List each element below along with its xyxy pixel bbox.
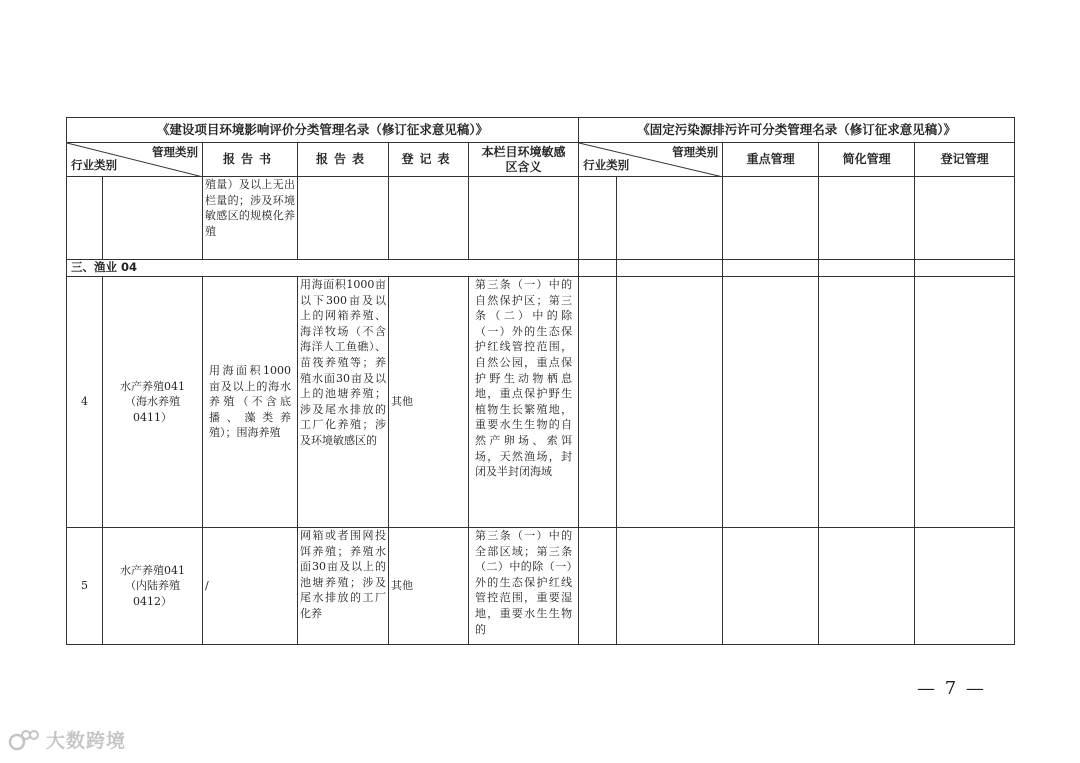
table-row [67, 277, 1015, 528]
sensitive-area-definition: 第三条（一）中的自然保护区；第三条（二）中的除（一）外的生态保护红线管控范围，自然公园，重点保护野生动物栖息地，重点保护野生植物生长繁殖地，重要水生生物的自然产卵场、索饵场，天然渔场，封闭及半封闭海域 [469, 277, 579, 528]
cell [819, 528, 915, 645]
cell [617, 260, 723, 277]
table-row [67, 528, 1015, 645]
cell [723, 177, 819, 260]
page-number: — 7 — [917, 678, 986, 699]
header-simplified-mgmt: 简化管理 [819, 143, 915, 177]
cell [617, 528, 723, 645]
section-fishery: 三、渔业 04 [67, 260, 579, 277]
report-form-criteria: 网箱或者围网投饵养殖；养殖水面30亩及以上的池塘养殖；涉及尾水排放的工厂化养 [298, 528, 389, 645]
cell [617, 277, 723, 528]
report-form-criteria: 用海面积1000亩以下300亩及以上的网箱养殖、海洋牧场（不含海洋人工鱼礁）、苗筏养殖等；养殖水面30亩及以上的池塘养殖；涉及尾水排放的工厂化养殖；涉及环境敏感区的 [298, 277, 389, 528]
cell [723, 260, 819, 277]
header-mgmt-category-right: 管理类别 [672, 145, 719, 159]
header-registration-mgmt: 登记管理 [915, 143, 1015, 177]
column-header-row [67, 143, 1015, 177]
watermark-text: 大数跨境 [46, 730, 127, 752]
cell [617, 177, 723, 260]
section-row [67, 260, 1015, 277]
cell [579, 277, 617, 528]
cell [67, 177, 103, 260]
classification-table [66, 117, 1015, 645]
header-industry-category-right: 行业类别 [583, 158, 630, 173]
cell [579, 177, 617, 260]
cell [915, 528, 1015, 645]
watermark [8, 726, 126, 753]
continuation-report-book: 殖量）及以上无出栏量的；涉及环境敏感区的规模化养殖 [203, 177, 298, 260]
cell [819, 177, 915, 260]
report-book-criteria: / [203, 528, 298, 645]
header-key-mgmt: 重点管理 [723, 143, 819, 177]
header-report-book: 报告书 [203, 143, 298, 177]
cell [819, 277, 915, 528]
cell [723, 528, 819, 645]
cell [819, 260, 915, 277]
diagonal-header-right [579, 143, 723, 177]
cell [579, 528, 617, 645]
watermark-logo-icon [8, 727, 42, 753]
cell [915, 177, 1015, 260]
cell [723, 277, 819, 528]
cell [469, 177, 579, 260]
header-report-form: 报告表 [298, 143, 389, 177]
title-row [67, 118, 1015, 143]
cell [103, 177, 203, 260]
header-mgmt-category: 管理类别 [152, 145, 198, 159]
header-registration-form: 登记表 [389, 143, 469, 177]
permit-list-title: 《固定污染源排污许可分类管理名录（修订征求意见稿）》 [579, 118, 1015, 143]
industry-name: 水产养殖041（海水养殖0411） [103, 277, 203, 528]
row-number: 4 [67, 277, 103, 528]
header-sensitive-area: 本栏目环境敏感区含义 [469, 143, 579, 177]
cell [389, 177, 469, 260]
continuation-row [67, 177, 1015, 260]
eia-list-title: 《建设项目环境影响评价分类管理名录（修订征求意见稿）》 [67, 118, 579, 143]
registration-criteria: 其他 [389, 277, 469, 528]
report-book-criteria: 用海面积1000亩及以上的海水养殖（不含底播、藻类养殖）；围海养殖 [203, 277, 298, 528]
registration-criteria: 其他 [389, 528, 469, 645]
cell [298, 177, 389, 260]
header-industry-category: 行业类别 [71, 158, 117, 173]
cell [915, 260, 1015, 277]
cell [579, 260, 617, 277]
sensitive-area-definition: 第三条（一）中的全部区域；第三条（二）中的除（一）外的生态保护红线管控范围，重要湿地，重要水生生物的 [469, 528, 579, 645]
industry-name: 水产养殖041（内陆养殖0412） [103, 528, 203, 645]
cell [915, 277, 1015, 528]
diagonal-header-left [67, 143, 203, 177]
row-number: 5 [67, 528, 103, 645]
